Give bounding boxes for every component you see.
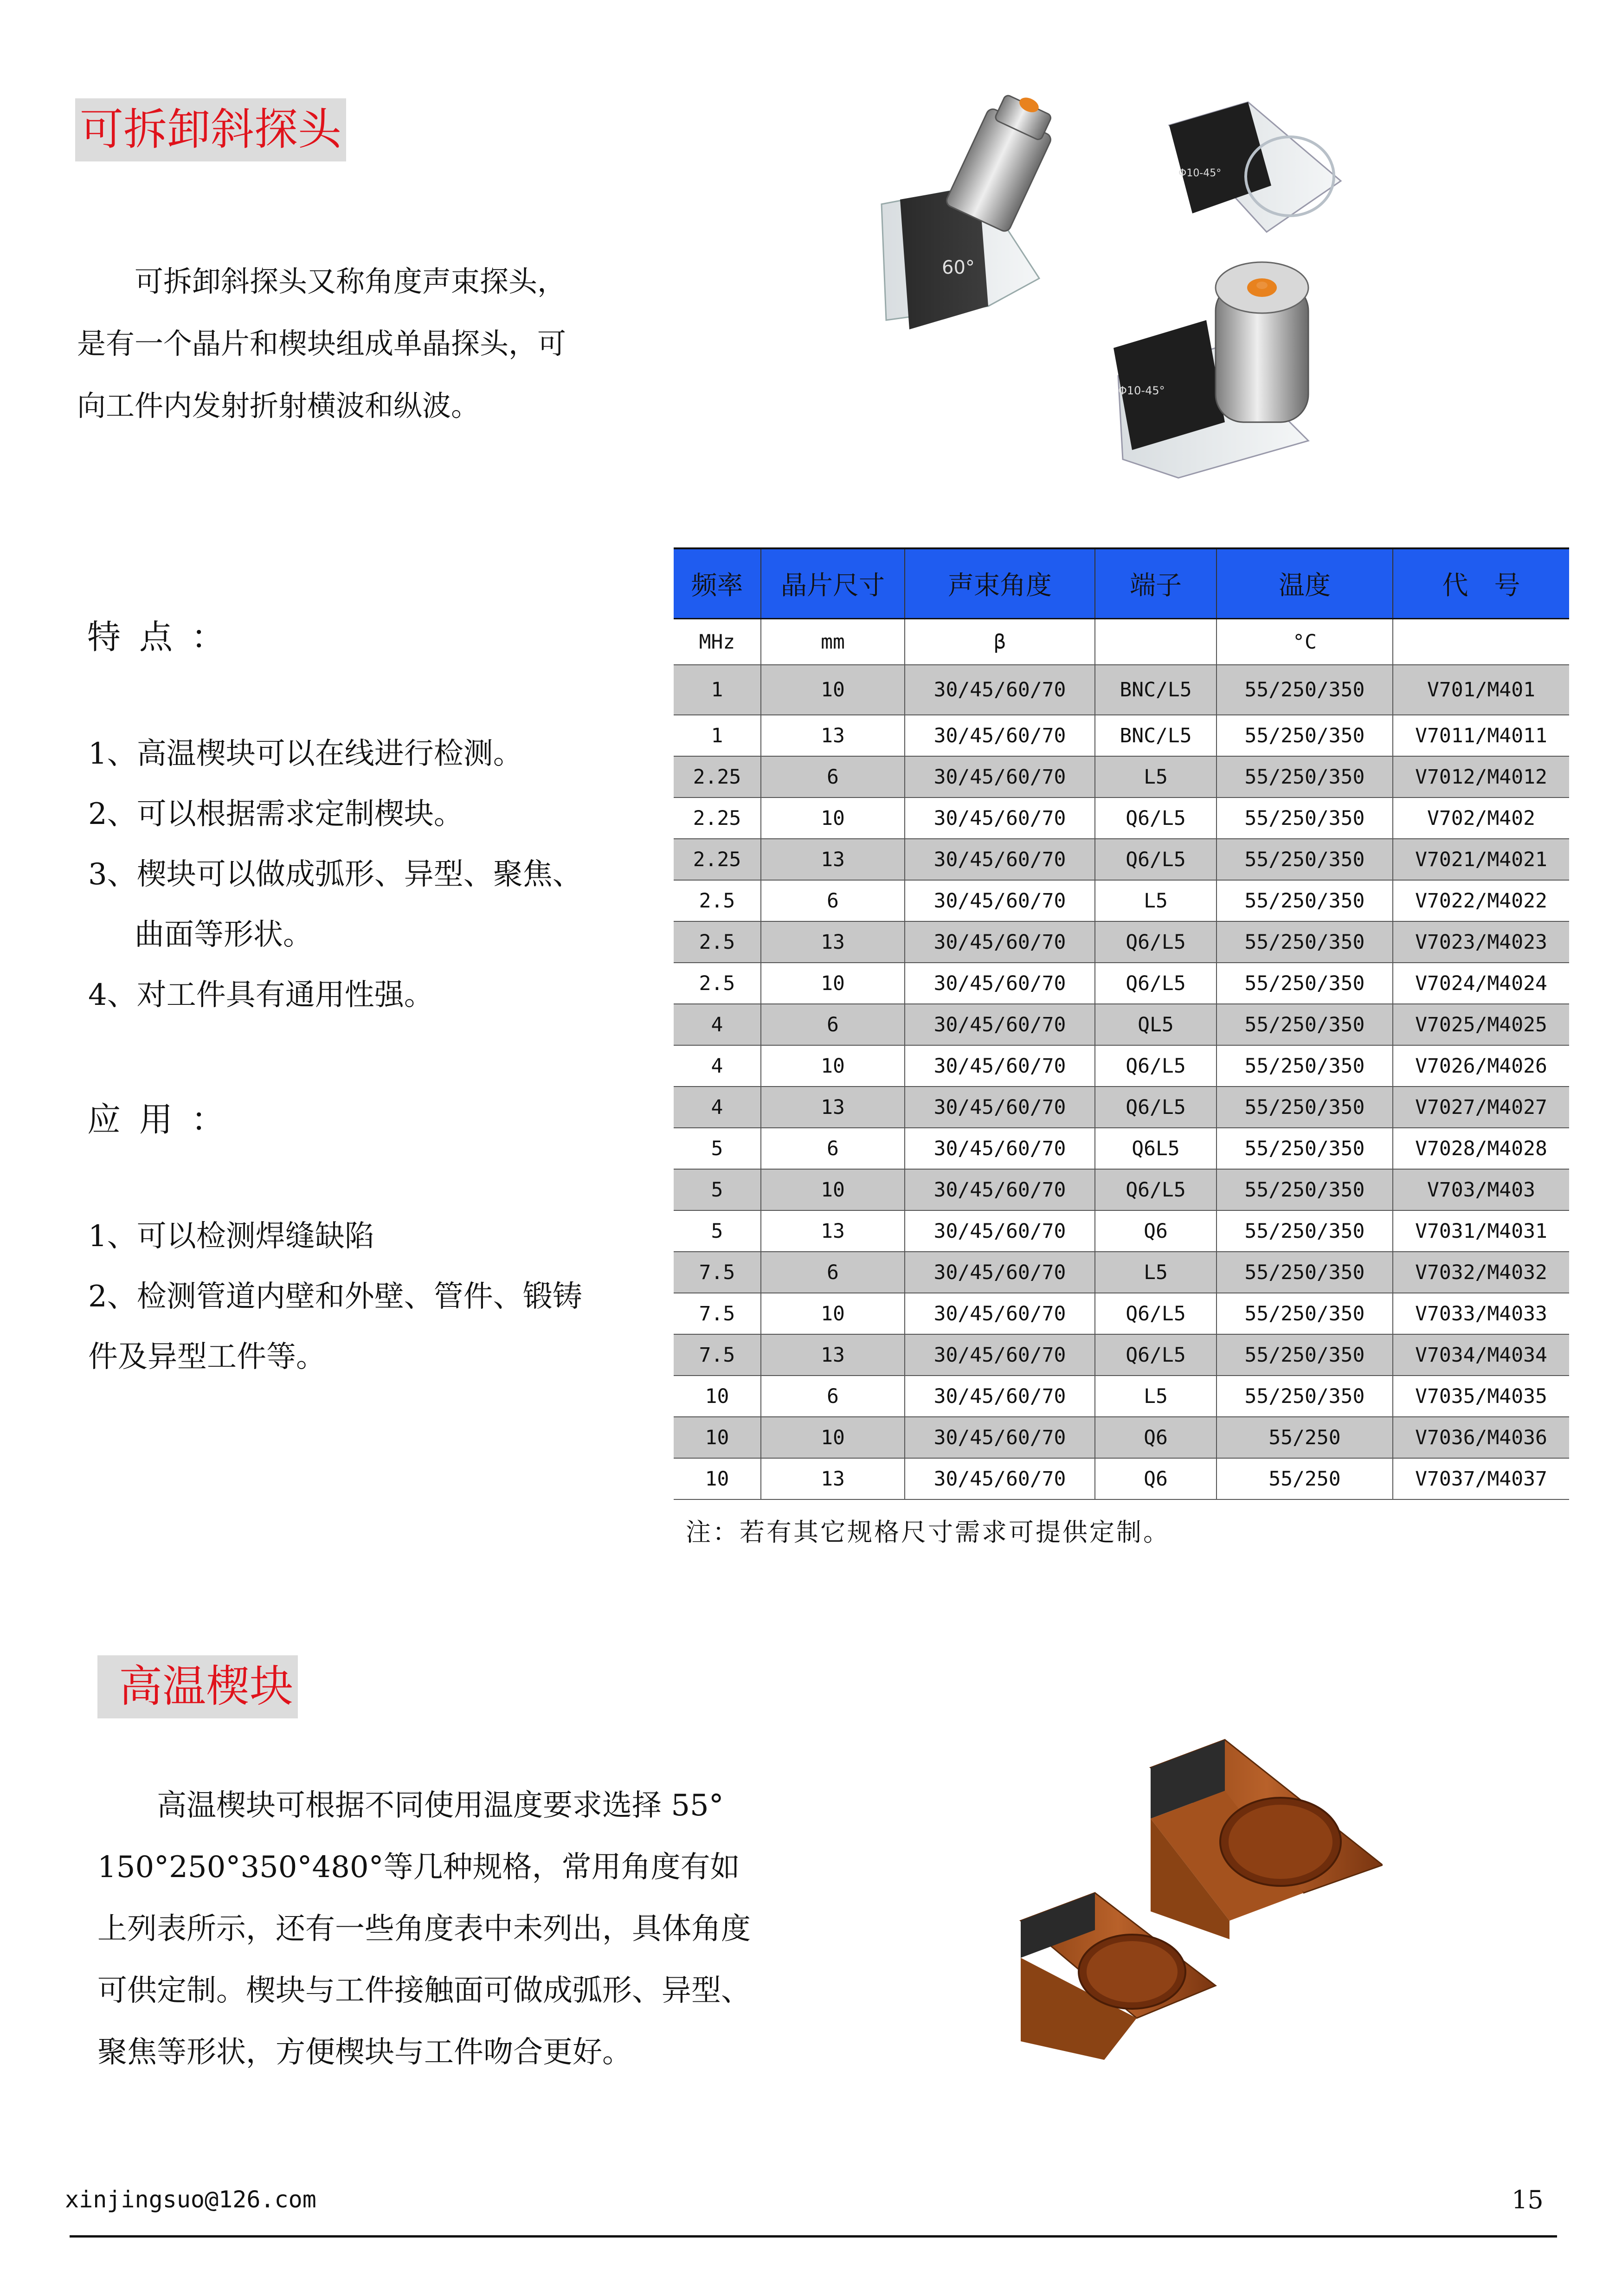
table-cell: Q6/L5	[1095, 839, 1216, 880]
table-cell: 55/250/350	[1216, 665, 1393, 715]
table-cell: Q6/L5	[1095, 1045, 1216, 1087]
table-cell: V7027/M4027	[1393, 1087, 1569, 1128]
table-cell: V7023/M4023	[1393, 921, 1569, 963]
table-cell: V7031/M4031	[1393, 1210, 1569, 1252]
wedge-paragraph	[97, 1775, 821, 2084]
table-cell: 1	[674, 715, 761, 756]
table-cell: 30/45/60/70	[905, 1376, 1095, 1417]
table-row	[674, 1417, 1569, 1458]
table-cell: V7021/M4021	[1393, 839, 1569, 880]
table-cell: Q6/L5	[1095, 797, 1216, 839]
table-cell: 30/45/60/70	[905, 1334, 1095, 1376]
table-row	[674, 1252, 1569, 1293]
table-cell: 55/250/350	[1216, 756, 1393, 797]
table-cell: 13	[761, 1458, 905, 1499]
table-cell: V7028/M4028	[1393, 1128, 1569, 1169]
table-cell: V702/M402	[1393, 797, 1569, 839]
table-cell: 30/45/60/70	[905, 1458, 1095, 1499]
table-cell: 55/250/350	[1216, 797, 1393, 839]
angle-label-10-45-b: Φ10-45°	[1118, 384, 1165, 397]
table-row	[674, 839, 1569, 880]
table-cell: 30/45/60/70	[905, 1045, 1095, 1087]
table-cell: 55/250/350	[1216, 1252, 1393, 1293]
table-cell: V7025/M4025	[1393, 1004, 1569, 1045]
table-cell: 5	[674, 1169, 761, 1210]
table-cell: Q6	[1095, 1458, 1216, 1499]
table-cell: 1	[674, 665, 761, 715]
table-row	[674, 1128, 1569, 1169]
table-row	[674, 1169, 1569, 1210]
table-cell: 10	[761, 797, 905, 839]
angle-label-10-45-a: Φ10-45°	[1178, 167, 1222, 179]
unit-cell: β	[905, 619, 1095, 665]
wedge-line: 聚焦等形状，方便楔块与工件吻合更好。	[97, 2035, 632, 2070]
unit-cell	[1393, 619, 1569, 665]
table-cell: 55/250/350	[1216, 921, 1393, 963]
table-cell: 4	[674, 1004, 761, 1045]
header-frequency: 频率	[674, 548, 761, 619]
header-temperature: 温度	[1216, 548, 1393, 619]
intro-line: 向工件内发射折射横波和纵波。	[77, 389, 480, 423]
table-row	[674, 963, 1569, 1004]
table-row	[674, 921, 1569, 963]
header-crystal-size: 晶片尺寸	[761, 548, 905, 619]
table-cell: 7.5	[674, 1252, 761, 1293]
table-cell: 13	[761, 921, 905, 963]
table-cell: 13	[761, 839, 905, 880]
table-cell: L5	[1095, 1376, 1216, 1417]
intro-paragraph	[77, 251, 611, 437]
table-row	[674, 1293, 1569, 1334]
table-row	[674, 1045, 1569, 1087]
table-cell: V701/M401	[1393, 665, 1569, 715]
table-cell: 30/45/60/70	[905, 715, 1095, 756]
intro-line: 是有一个晶片和楔块组成单晶探头，可	[77, 327, 566, 360]
table-cell: 55/250/350	[1216, 1169, 1393, 1210]
table-cell: 2.25	[674, 756, 761, 797]
table-cell: 55/250/350	[1216, 839, 1393, 880]
table-cell: 6	[761, 756, 905, 797]
feature-item: 3、楔块可以做成弧形、异型、聚焦、	[88, 857, 582, 892]
table-cell: 30/45/60/70	[905, 1128, 1095, 1169]
table-cell: 2.25	[674, 839, 761, 880]
table-cell: 30/45/60/70	[905, 1210, 1095, 1252]
table-cell: 30/45/60/70	[905, 1087, 1095, 1128]
section-title-detachable-probe: 可拆卸斜探头	[75, 98, 346, 161]
unit-cell: mm	[761, 619, 905, 665]
table-row	[674, 797, 1569, 839]
table-row	[674, 1087, 1569, 1128]
angle-label-60: 60°	[942, 257, 975, 278]
table-cell: 10	[674, 1458, 761, 1499]
section-title-high-temp-wedge: 高温楔块	[97, 1655, 298, 1718]
application-item: 2、检测管道内壁和外壁、管件、锻铸	[88, 1280, 582, 1314]
features-list	[88, 724, 582, 1025]
table-cell: 55/250	[1216, 1417, 1393, 1458]
application-item: 1、可以检测焊缝缺陷	[88, 1219, 374, 1254]
table-cell: 6	[761, 880, 905, 921]
table-cell: 55/250/350	[1216, 1210, 1393, 1252]
table-row	[674, 1376, 1569, 1417]
table-row	[674, 715, 1569, 756]
table-cell: 10	[761, 963, 905, 1004]
table-cell: V7022/M4022	[1393, 880, 1569, 921]
table-cell: QL5	[1095, 1004, 1216, 1045]
table-cell: 30/45/60/70	[905, 1293, 1095, 1334]
table-header-row	[674, 548, 1569, 619]
table-cell: 10	[761, 1293, 905, 1334]
table-row	[674, 1458, 1569, 1499]
application-item: 件及异型工件等。	[88, 1340, 326, 1374]
applications-label: 应用：	[87, 1100, 244, 1139]
table-cell: V7032/M4032	[1393, 1252, 1569, 1293]
table-cell: Q6	[1095, 1417, 1216, 1458]
table-cell: Q6	[1095, 1210, 1216, 1252]
table-cell: 13	[761, 1334, 905, 1376]
table-cell: 30/45/60/70	[905, 665, 1095, 715]
applications-list	[88, 1206, 582, 1387]
table-cell: 10	[761, 665, 905, 715]
table-cell: 13	[761, 1210, 905, 1252]
table-cell: 30/45/60/70	[905, 1169, 1095, 1210]
table-cell: 6	[761, 1128, 905, 1169]
angle-probe-photo	[872, 88, 1364, 501]
table-cell: 4	[674, 1087, 761, 1128]
wedge-line: 上列表所示，还有一些角度表中未列出，具体角度	[97, 1912, 751, 1946]
table-cell: V7024/M4024	[1393, 963, 1569, 1004]
table-cell: 6	[761, 1376, 905, 1417]
header-connector: 端子	[1095, 548, 1216, 619]
table-row	[674, 665, 1569, 715]
table-cell: 13	[761, 715, 905, 756]
table-cell: 6	[761, 1252, 905, 1293]
table-units-row	[674, 619, 1569, 665]
table-row	[674, 880, 1569, 921]
table-cell: Q6/L5	[1095, 1169, 1216, 1210]
table-cell: 2.5	[674, 921, 761, 963]
table-cell: 10	[674, 1417, 761, 1458]
header-code: 代 号	[1393, 548, 1569, 619]
header-beam-angle: 声束角度	[905, 548, 1095, 619]
spec-table	[674, 547, 1569, 1500]
table-cell: 2.5	[674, 963, 761, 1004]
table-cell: 55/250/350	[1216, 1334, 1393, 1376]
table-cell: 30/45/60/70	[905, 839, 1095, 880]
table-cell: L5	[1095, 1252, 1216, 1293]
table-cell: 30/45/60/70	[905, 1004, 1095, 1045]
feature-item: 4、对工件具有通用性强。	[88, 978, 434, 1012]
table-cell: 6	[761, 1004, 905, 1045]
wedge-line: 可供定制。楔块与工件接触面可做成弧形、异型、	[97, 1974, 751, 2008]
footer-divider	[70, 2235, 1557, 2238]
table-note: 注：若有其它规格尺寸需求可提供定制。	[686, 1518, 1170, 1547]
table-cell: 55/250	[1216, 1458, 1393, 1499]
table-cell: 7.5	[674, 1334, 761, 1376]
unit-cell: MHz	[674, 619, 761, 665]
feature-item: 2、可以根据需求定制楔块。	[88, 797, 463, 831]
table-cell: Q6L5	[1095, 1128, 1216, 1169]
table-cell: 10	[674, 1376, 761, 1417]
table-cell: 7.5	[674, 1293, 761, 1334]
table-cell: V7012/M4012	[1393, 756, 1569, 797]
unit-cell	[1095, 619, 1216, 665]
table-cell: L5	[1095, 756, 1216, 797]
table-cell: 55/250/350	[1216, 715, 1393, 756]
wedge-line: 高温楔块可根据不同使用温度要求选择 55°	[157, 1788, 724, 1823]
table-cell: BNC/L5	[1095, 665, 1216, 715]
table-cell: V703/M403	[1393, 1169, 1569, 1210]
table-cell: Q6/L5	[1095, 1293, 1216, 1334]
table-cell: 30/45/60/70	[905, 797, 1095, 839]
table-cell: Q6/L5	[1095, 963, 1216, 1004]
table-cell: V7036/M4036	[1393, 1417, 1569, 1458]
table-cell: 30/45/60/70	[905, 756, 1095, 797]
table-cell: Q6/L5	[1095, 1334, 1216, 1376]
table-cell: 55/250/350	[1216, 1045, 1393, 1087]
table-cell: V7034/M4034	[1393, 1334, 1569, 1376]
table-row	[674, 1210, 1569, 1252]
table-cell: 30/45/60/70	[905, 921, 1095, 963]
table-cell: 55/250/350	[1216, 963, 1393, 1004]
table-cell: 55/250/350	[1216, 1128, 1393, 1169]
table-cell: 4	[674, 1045, 761, 1087]
table-cell: 30/45/60/70	[905, 963, 1095, 1004]
table-cell: 2.25	[674, 797, 761, 839]
table-cell: 2.5	[674, 880, 761, 921]
high-temp-wedge-photo	[1011, 1726, 1383, 2060]
intro-line: 可拆卸斜探头又称角度声束探头，	[135, 264, 566, 298]
table-cell: V7026/M4026	[1393, 1045, 1569, 1087]
feature-item: 1、高温楔块可以在线进行检测。	[88, 737, 523, 771]
table-row	[674, 1334, 1569, 1376]
unit-cell: °C	[1216, 619, 1393, 665]
table-cell: 30/45/60/70	[905, 1252, 1095, 1293]
table-cell: 55/250/350	[1216, 1004, 1393, 1045]
table-row	[674, 1004, 1569, 1045]
table-cell: 10	[761, 1045, 905, 1087]
table-cell: 30/45/60/70	[905, 1417, 1095, 1458]
table-cell: 55/250/350	[1216, 1293, 1393, 1334]
table-cell: 13	[761, 1087, 905, 1128]
feature-item: 曲面等形状。	[135, 918, 313, 952]
page-number: 15	[1512, 2185, 1544, 2214]
table-row	[674, 756, 1569, 797]
table-cell: V7035/M4035	[1393, 1376, 1569, 1417]
table-cell: 10	[761, 1417, 905, 1458]
table-cell: 5	[674, 1210, 761, 1252]
footer-email: xinjingsuo@126.com	[65, 2186, 316, 2213]
table-cell: V7037/M4037	[1393, 1458, 1569, 1499]
table-cell: L5	[1095, 880, 1216, 921]
features-label: 特点：	[87, 617, 244, 656]
table-cell: 55/250/350	[1216, 1087, 1393, 1128]
table-cell: 10	[761, 1169, 905, 1210]
table-cell: BNC/L5	[1095, 715, 1216, 756]
table-cell: 30/45/60/70	[905, 880, 1095, 921]
table-cell: 55/250/350	[1216, 880, 1393, 921]
table-cell: Q6/L5	[1095, 1087, 1216, 1128]
table-cell: Q6/L5	[1095, 921, 1216, 963]
wedge-line: 150°250°350°480°等几种规格，常用角度有如	[97, 1850, 740, 1884]
table-cell: 55/250/350	[1216, 1376, 1393, 1417]
table-cell: V7011/M4011	[1393, 715, 1569, 756]
table-cell: V7033/M4033	[1393, 1293, 1569, 1334]
table-cell: 5	[674, 1128, 761, 1169]
